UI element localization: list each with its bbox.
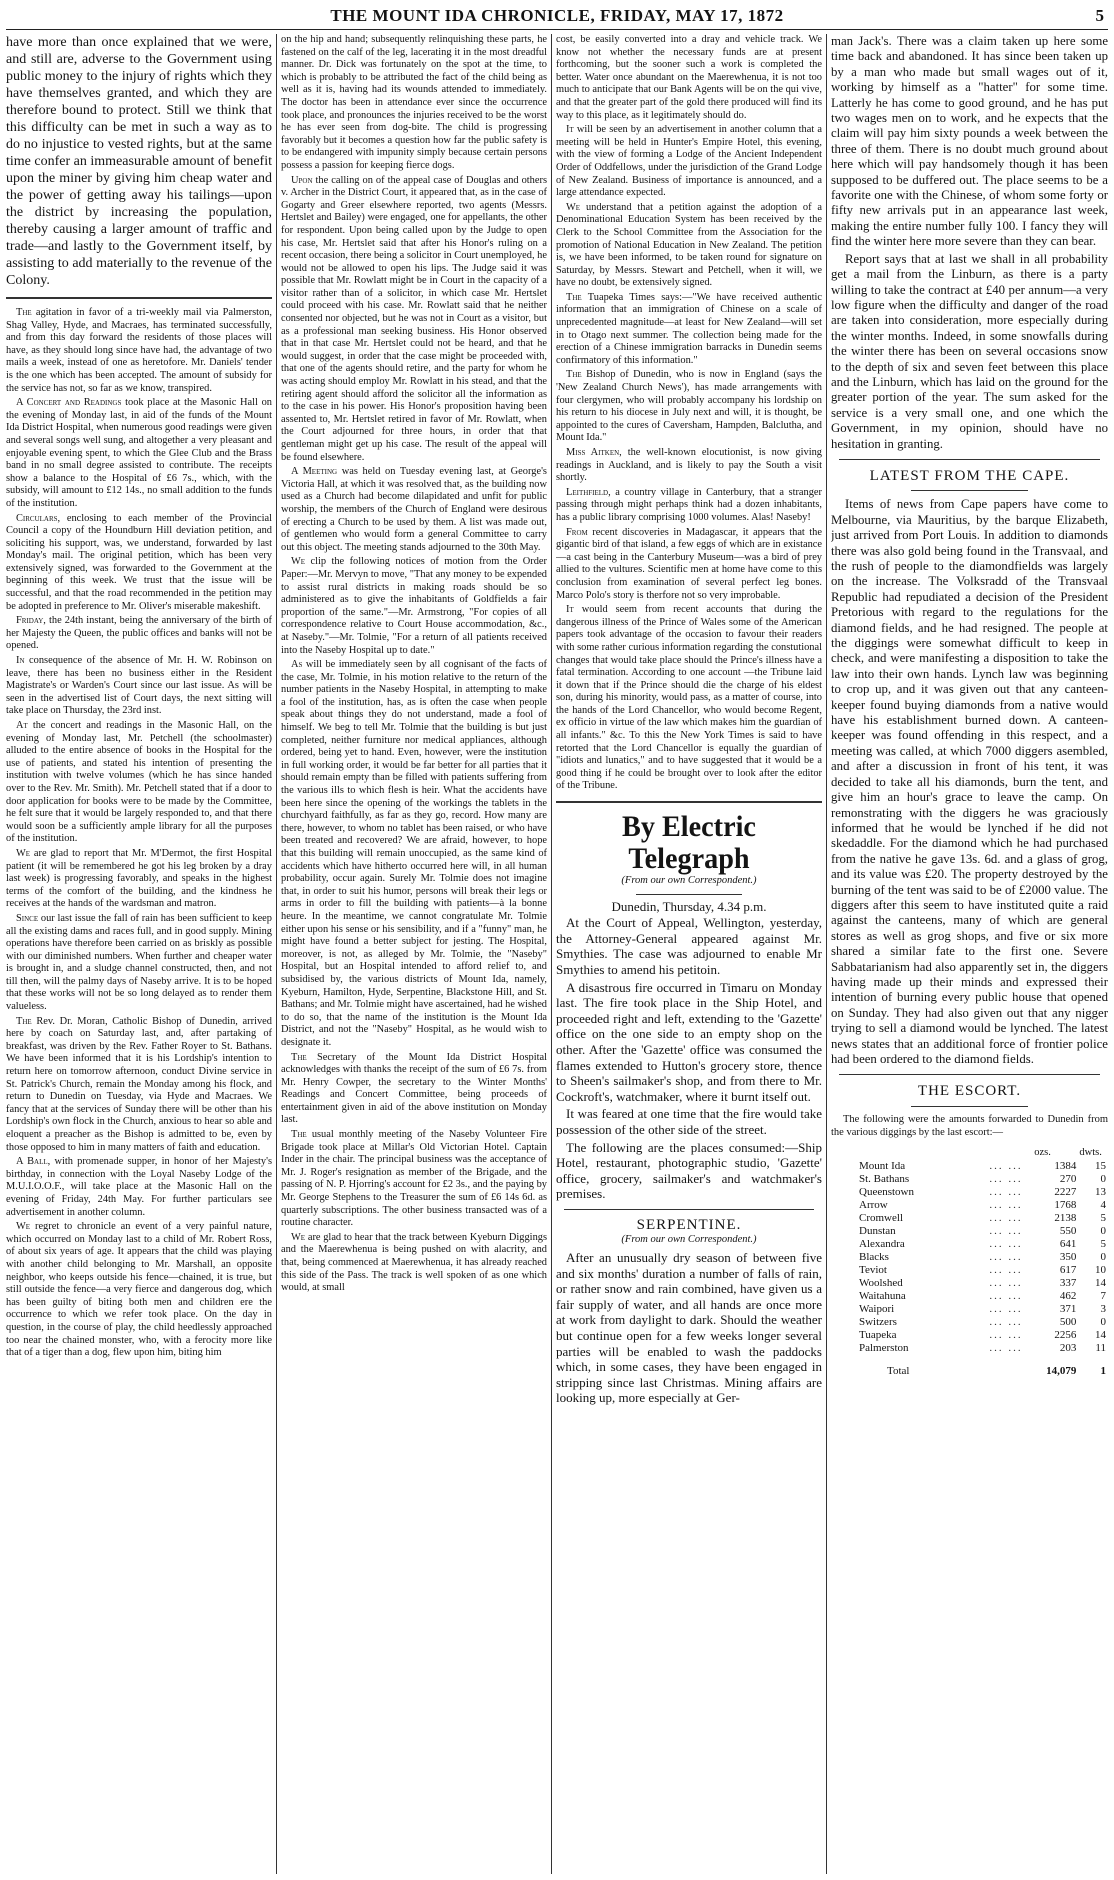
news-paragraph [6,513,272,614]
escort-total-row [857,1355,1108,1378]
paragraph-lead: The [291,1051,307,1063]
paragraph-text: regret to chronicle an event of a very painful nature, which occurred on Monday last to a child of Mr. Robert Ross, of about six years of age. It appears that the child was playing with another child belonging to Mr. Marshall, an opposite neighbor, who keeps outside his fence—chained, it is true, but still outside the fence—a very fierce and dangerous dog, which has been guilty of biting both men and children ere the occurrence to which we refer took place. On the day in question, in the course of play, the child heedlessly approached too near the chained monster, who, with a ferocity more like that of a tiger than a dog, flew upon him, biting him [6,1221,272,1359]
telegraph-paragraph: It was feared at one time that the fire would take possession of the other side of the street. [556,1106,822,1137]
news-paragraphs [556,34,822,793]
news-paragraphs [6,307,272,1360]
escort-header-row [857,1145,1108,1160]
escort-ozs: 462 [1059,1289,1077,1302]
paragraph-lead: From [566,526,588,538]
paragraph-lead: A Meeting [291,466,338,478]
paragraph-lead: The [566,369,582,381]
leader-dots: ... ... [989,1198,1023,1211]
section-rule [636,894,742,895]
news-paragraph [556,369,822,445]
dwts-header: dwts. [1079,1146,1102,1158]
paragraph-text: recent discoveries in Madagascar, it appears that the gigantic bird of that island, a few eggs of which are in existance—a cast being in the Canterbury Museum—was a bird of prey allied to the vultures. Scientific men at home have come to this conclusion from examination of several perfect leg bones. Marco Polo's story is therfore not so very improbable. [556,526,822,601]
escort-dwts: 11 [1095,1341,1106,1354]
paragraph-text: are glad to hear that the track between Kyeburn Diggings and the Maerewhenua is being pushed on with alacrity, and that, being commenced at Maerewhenua, it has already reached this side of the Pass. The track is well spoken of as one which would, at small [281,1231,547,1294]
paragraph-text: enclosing to each member of the Provincial Council a copy of the Houndburn Hill deviation petition, and soliciting his support, was, we understand, forwarded by last Monday's mail. The original petition, which has been very extensively signed, was forwarded to the Government at the beginning of this week. We trust that the issue will be successful, and that the road recommended in the petition may be adopted in preference to Mr. Oliver's miserable makeshift. [6,512,272,612]
news-paragraph [6,397,272,510]
leader-dots: ... ... [989,1289,1023,1302]
escort-ozs: 1768 [1054,1198,1077,1211]
paragraph-lead: At [16,720,28,731]
paragraph-text: with promenade supper, in honor of her Majesty's birthday, in connection with the Loyal Naseby Lodge of the M.U.I.O.O.F., will take place at the Masonic Hall on the evening of Friday, 24th May. For further particulars see advertisement in another column. [6,1156,272,1218]
telegraph-heading: By Electric Telegraph [622,810,756,876]
paragraph-text: will be seen by an advertisement in another column that a meeting will be held in Hunter's Empire Hotel, this evening, with the view of forming a Lodge of the Ancient Independent Order of Oddfellows, under the jurisdiction of the Grand Lodge of New Zealand. Business of importance is announced, and a large attendance expected. [556,124,822,199]
escort-row [857,1199,1108,1212]
page-number: 5 [1095,6,1104,25]
paragraph-text: the concert and readings in the Masonic Hall, on the evening of Monday last, Mr. Petchell (the schoolmaster) alluded to the entire absence of books in the Hospital for the use of patients, and stated his intention of presenting the institution with twelve volumes (which he has since handed over to the Rev. Mr. Smith). Mr. Petchell stated that if a door to door application for books were to be made by the Committee, he felt sure that it would be largely responded to, and that there would soon be a sufficiently ample library for all the purposes of the institution. [6,720,272,845]
paragraph-lead: We [566,201,581,213]
section-rule [911,490,1028,491]
paragraph-lead: We [16,847,31,859]
escort-row [857,1173,1108,1186]
paragraph-text: Rev. Dr. Moran, Catholic Bishop of Dunedin, arrived here by coach on Saturday last, and, after partaking of breakfast, was driven by the Rev. Father Royer to St. Bathans. We have been informed that it is his Lordship's intention to return here on tomorrow afternoon, conduct Divine service in St. Patrick's Church, remain the Monday among his flock, and return to Dunedin on Tuesday, via Hyde and Macraes. We fancy that at the services of Sunday there will be other than his Lordship's own flock in the Church, anxious to hear so able and eloquent a preacher as the Bishop is admitted to be, even by those opposed to him in many matters of faith and education. [6,1015,272,1153]
section-rule [911,1106,1028,1107]
escort-dwts: 10 [1095,1263,1106,1276]
escort-row [857,1316,1108,1329]
leader-dots: ... ... [989,1276,1023,1289]
escort-table [857,1145,1108,1378]
paragraph-text: would seem from recent accounts that during the dangerous illness of the Prince of Wales some of the American papers took advantage of the occasion to favour their readers with some rather curious information regarding the constutional changes that would take place should the Prince's illness have a fatal termination. According to one account —the Tribune laid it down that if the Prince should die the charge of his eldest son, during his minority, would pass, as a matter of course, into the hands of the Lord Chancellor, who would become Regent, ex officio in virtue of the law which makes him the guardian of all infants." &c. To this the New York Times is said to have retorted that the Lord Chancellor is equally the guardian of "idiots and lunatics," and to have suggested that it would be a good thing if he could be brought over to look after the editor of the Tribune. [556,604,822,792]
escort-dwts: 5 [1100,1237,1106,1250]
escort-dwts: 0 [1100,1250,1106,1263]
paragraph-text: our last issue the fall of rain has been sufficient to keep all the existing dams and races full, and in good supply. Mining operations have therefore been carried on as briskly as possible with our diminished numbers. When further and cheaper water is brought in, and a sludge channel constructed, then, and not till then, will the palmy days of Naseby arrive. It is to be hoped that these works will not be so long delayed as to render them valueless. [6,912,272,1013]
paragraph-lead: The [566,291,582,303]
column-divider [551,34,552,1874]
escort-place: Dunstan [859,1224,896,1237]
escort-row [857,1238,1108,1251]
telegraph-paragraph: A disastrous fire occurred in Timaru on Monday last. The fire took place in the Ship Hotel, and proceeded right and left, extending to the 'Gazette' office on the one side to an empty shop on the other. After the 'Gazette' office was consumed the flames extended to Hutton's grocery store, thence to Sheen's sailmaker's shop, and from there to Mr. Cockroft's, watchmaker, where it burnt itself out. [556,979,822,1104]
news-paragraph [556,124,822,200]
cape-paragraph: Items of news from Cape papers have come to Melbourne, via Mauritius, by the barque Elizabeth, just arrived from Port Louis. In addition to diamonds there was also gold being found in the Transvaal, and the rush of people to the diamondfields was largely on the increase. The Volksradd of the Transvaal Republic had repudiated a decision of the President Pretorious with regard to the regulations for the diamond fields, and he had resigned. The people at the diggings were somewhat difficult to keep in check, and were manifesting a disposition to take the law into their own hands. Lynch law was beginning to crop up, and it was given out that any canteen-keeper found buying diamonds from a native would have his establishment burned down. A canteen-keeper was found offending in this respect, and a meeting was called, at which 7000 diggers asembled, and after a discussion in front of his tent, it was decided to take all his diamonds, burn the tent, and give him an hour's grace to leave the camp. On remonstrating with the diggers he was graciously informed that he would be lynched if he did not skedaddle. For the diamond which he had purchased from the native he gave 13s. 6d. and a glass of grog, and its value was £20. The property destroyed by the burning of the tent was said to be of £2000 value. The diggers after this seem to have instituted quite a raid against the canteens, many of which are general stores as well as grog shops, and five or six more shared a similar fate to the first one. Severe Sabbatarianism had also apparently set in, the diggers having made up their minds and expressed their intention of burning every public house that opened on Sunday. They had also given out that any nigger trying to sell a diamond would be lynched. The latest news states that an additional force of frontier police had been ordered to the diamond fields. [831,497,1108,1066]
news-paragraph [281,34,547,173]
escort-place: Tuapeka [859,1328,897,1341]
leader-dots: ... ... [989,1224,1023,1237]
escort-row [857,1329,1108,1342]
paragraph-lead: A Concert and Readings [16,397,122,409]
paragraph-lead: Since [16,912,39,924]
paragraph-lead: It [566,124,574,136]
paragraph-lead: We [291,556,306,568]
escort-place: Alexandra [859,1237,905,1250]
escort-dwts: 3 [1100,1302,1106,1315]
serpentine-paragraph: Report says that at last we shall in all probability get a mail from the Linburn, as there is a party willing to take the contract at £40 per annum—a very low figure when the difficulty and danger of the road are taken into consideration, more especially during the winter months. Indeed, in some snowfalls during the winter there has been on several occasions snow to the depth of six and seven feet between this place and the Linburn, which has laid on the ground for the greater portion of the year. The sum asked for the service is a very small one, and one which the Government, in my opinion, should have no hesitation in granting. [831,251,1108,451]
escort-dwts: 7 [1100,1289,1106,1302]
leader-dots: ... ... [989,1341,1023,1354]
leader-dots: ... ... [989,1315,1023,1328]
telegraph-subheading: (From our own Correspondent.) [621,875,757,887]
paragraph-lead: Miss Aitken, [566,447,622,458]
news-paragraph [556,202,822,290]
escort-dwts: 14 [1095,1276,1106,1289]
cape-section [831,469,1108,1067]
news-paragraph [556,604,822,793]
escort-heading: THE ESCORT. [917,1083,1022,1100]
news-paragraph [281,1232,547,1295]
escort-row [857,1303,1108,1316]
leader-dots: ... ... [989,1159,1023,1172]
paragraph-text: the calling on of the appeal case of Douglas and others v. Archer in the District Court, it appeared that, as in the case of Gogarty and Greer elsewhere reported, two agents (Messrs. Hertslet and Bailey) were engaged, one for appellants, the other for respondent. Upon being called upon by the Judge to open his case, Mr. Hertslet said that after his Honor's ruling on a recent occasion, there being a solicitor in Court unemployed, he would not be allowed to open his lips. The Judge said it was possible that Mr. Rowlatt might be in Court in the capacity of a visitor rather than of a solicitor, in which case Mr. Hertslet could proceed with his case. Mr. Rowlatt said that he neither consented nor objected, but he was not in Court as a visitor, but as a professional man seeking business. His Honor observed that in that case Mr. Hertslet could not be heard, and that he would suggest, in order that the case might be proceeded with, that one of the agents should retire, and the party for whom he was acting should employ Mr. Rowlatt in his stead, and that the retiring agent should afford the solicitor all the information as to the case in his power. His Honor's proposition having been assented to, Mr. Hertslet retired in favor of Mr. Rowlatt, when the Court adjourned for three hours, in order that that gentleman might get up his case. The result of the appeal will be found elsewhere. [281,174,547,463]
escort-ozs: 337 [1059,1276,1077,1289]
news-paragraph [556,447,822,485]
escort-ozs: 203 [1059,1341,1077,1354]
escort-dwts: 13 [1095,1185,1106,1198]
paragraph-text: will be immediately seen by all cognisant of the facts of the case, Mr. Tolmie, in his motion relative to the return of the number patients in the Naseby Hospital, in attempting to make a fool of the institution, has, as is often the case when people speak about things they do not understand, made a fool of himself. We beg to tell Mr. Tolmie that the building is but just completed, neither furniture nor medical appliances, although ordered, being yet to hand. Even, however, were the institution in full working order, it would be far better for all parties that it should remain empty than be filled with patients suffering from the various ills to which flesh is heir. What the accidents have been here since the opening of the workings the tablets in the churchyard faithfully, as far as they go, record. How many are there, however, to whom no tablet has been raised, or who have been treated and recovered? We are afraid, however, to hope that this building will remain unoccupied, as the same kind of accidents which have hitherto occurred here will, in all human probability, occur again. Surely Mr. Tolmie does not imagine that, in order to suit his humor, persons will break their legs or arms in order to fill the building with patients—à la bonne heure. In the meantime, we cannot congratulate Mr. Tolmie either upon his sense or his sensibility, and if a "funny" man, he might have found a better subject for jesting. The Hospital, moreover, is not, as alleged by Mr. Tolmie, the "Naseby" Hospital, but an Hospital intended to afford relief to, and subsidised by, the various districts of Mount Ida, namely, Kyeburn, Hamilton, Hyde, Serpentine, Blackstone Hill, and St. Bathans; and Mr. Tolmie might have ascertained, had he wished to do so, that the name of the institution is the Mount Ida District, and not the "Naseby" Hospital, as he would wish to designate it. [281,659,547,1048]
total-ozs: 14,079 [1046,1364,1077,1377]
escort-ozs: 500 [1059,1315,1077,1328]
paragraph-lead: Circulars, [16,512,61,524]
escort-ozs: 270 [1059,1172,1077,1185]
paragraph-lead: As [291,659,303,671]
news-paragraph [6,1016,272,1155]
escort-row [857,1264,1108,1277]
news-paragraph [6,655,272,718]
paragraph-text: consequence of the absence of Mr. H. W. Robinson on leave, there has been no business either in the Resident Magistrate's or Warden's Court since our last issue. As will be seen in the advertised list of Court days, the next sitting will take place on Thursday, the 23rd inst. [6,655,272,717]
escort-ozs: 2256 [1054,1328,1077,1341]
paragraph-text: the well-known elocutionist, is now giving readings in Auckland, and is likely to pay the South a visit shortly. [556,447,822,484]
serpentine-section [556,1216,822,1406]
escort-place: Woolshed [859,1276,903,1289]
escort-row [857,1342,1108,1355]
paragraph-text: understand that a petition against the adoption of a Denominational Education System has been received by the Clerk to the School Committee from the Association for the promotion of National Education in New Zealand. The petition is, we have been informed, to be taken round for signature on Saturday, by Messrs. Stewart and Petchell, when it will, we have no doubt, be extensively signed. [556,201,822,289]
escort-place: Waipori [859,1302,895,1315]
escort-row [857,1212,1108,1225]
escort-dwts: 15 [1095,1159,1106,1172]
news-paragraph [556,34,822,122]
section-rule [556,801,822,803]
escort-place: Cromwell [859,1211,903,1224]
escort-ozs: 617 [1059,1263,1077,1276]
paragraph-lead: It [566,604,574,616]
serpentine-paragraph: After an unusually dry season of between five and six months' duration a number of falls of rain, or rather snow and rain combined, have given us a fair supply of water, and all hands are once more at work from daylight to dark. Should the weather but continue open for a few weeks longer several parties will be enabled to wash the paddocks which, in some cases, they have been engaged in stripping since last Christmas. Mining affairs are looking up, more especially at Ger- [556,1250,822,1406]
leader-dots: ... ... [989,1302,1023,1315]
column-1 [6,34,272,1874]
news-paragraph [281,659,547,1049]
news-paragraph [6,720,272,846]
news-paragraph [281,1129,547,1230]
news-paragraph [6,1221,272,1360]
escort-place: Waitahuna [859,1289,906,1302]
paragraph-text: Tuapeka Times says:—"We have received authentic information that an immigration of Chinese on a scale of unprecedented magnitude—at least for New Zealand—will set in to Otago next summer. The collection being made for the erection of a Chinese immigration barracks in Dunedin seems confirmatory of this information." [556,291,822,366]
paragraph-text: on the hip and hand; subsequently relinquishing these parts, he fastened on the calf of the leg, lacerating it in the most dreadful manner. Dr. Dick was fortunately on the spot at the time, to which is probably to be attributed the fact of the child being as well as it is, having had its wounds attended to immediately. The doctor has been in attendance ever since the occurrence took place, and pronounces the injuries received to be the worst he has ever seen from dog-bite. The child is progressing favorably but it becomes a question how far the public safety is to be endangered with impunity simply because certain persons possess a passion for keeping fierce dogs. [281,34,547,171]
telegraph-paragraph: At the Court of Appeal, Wellington, yesterday, the Attorney-General appeared against Mr. Smythies. The case was adjourned to enable Mr Smythies to amend his petitoin. [556,915,822,977]
escort-row [857,1290,1108,1303]
news-paragraph [6,615,272,653]
paragraph-lead: Friday, [16,615,46,627]
escort-dwts: 5 [1100,1211,1106,1224]
escort-place: Blacks [859,1250,889,1263]
total-dwts: 1 [1100,1364,1106,1377]
escort-ozs: 1384 [1054,1159,1077,1172]
ozs-header: ozs. [1034,1146,1051,1158]
escort-place: Arrow [859,1198,888,1211]
telegraph-section [556,811,822,1202]
escort-place: Switzers [859,1315,897,1328]
column-2 [281,34,547,1874]
escort-row [857,1225,1108,1238]
paragraph-lead: The [16,1015,32,1027]
escort-ozs: 371 [1059,1302,1077,1315]
news-paragraph [6,307,272,395]
escort-place: Teviot [859,1263,887,1276]
news-paragraph [556,527,822,603]
leader-dots: ... ... [989,1185,1023,1198]
serpentine-subheading: (From our own Correspondent.) [621,1233,757,1245]
leader-dots: ... ... [989,1263,1023,1276]
section-rule [839,459,1100,460]
serpentine-heading: SERPENTINE. [636,1216,742,1233]
escort-section [831,1084,1108,1377]
paragraph-lead: Upon [291,174,313,186]
leader-dots: ... ... [989,1172,1023,1185]
news-paragraph [6,1156,272,1219]
escort-dwts: 0 [1100,1224,1106,1237]
escort-intro: The following were the amounts forwarded to Dunedin from the various diggings by the last escort:— [831,1113,1108,1138]
escort-place: Palmerston [859,1341,909,1354]
news-paragraph [6,848,272,911]
column-divider [826,34,827,1874]
column-divider [276,34,277,1874]
news-paragraphs [281,34,547,1295]
telegraph-dateline: Dunedin, Thursday, 4.34 p.m. [611,898,767,914]
news-paragraph [281,466,547,554]
section-rule [564,1209,814,1210]
escort-ozs: 2138 [1054,1211,1077,1224]
escort-dwts: 14 [1095,1328,1106,1341]
escort-place: Queenstown [859,1185,914,1198]
escort-dwts: 0 [1100,1315,1106,1328]
escort-place: St. Bathans [859,1172,910,1185]
paragraph-lead: In [16,655,25,667]
news-paragraph [281,1052,547,1128]
paragraph-text: took place at the Masonic Hall on the evening of Monday last, in aid of the funds of the Mount Ida District Hospital, when numerous good readings were given and several songs well sung, and altogether a very pleasant and enjoyable evening spent, to which the Glee Club and the Brass band in no small degree assisted to contribute. The receipts show a balance to the Hospital of £6 7s., which, with the subsidy, will amount to £12 14s., no small addition to the funds of the institution. [6,397,272,509]
section-rule [6,297,272,299]
paragraph-text: are glad to report that Mr. M'Dermot, the first Hospital patient (it will be remembered he got his leg broken by a dray last week) is progressing favorably, and speaks in the highest terms of the comfort of the building, and the kindness he receives at the hands of the wardsman and matron. [6,847,272,910]
masthead [0,0,1114,30]
paragraph-text: usual monthly meeting of the Naseby Volunteer Fire Brigade took place at Millar's Old Victorian Hotel. Captain Inder in the chair. The principal business was the acceptance of Mr. J. Roger's resignation as member of the Brigade, and the passing of N. P. Hjorring's account for £2 3s., and the paying by Mr. George Stephens to the Treasurer the sum of £6 14s 6d. as quarterly subscriptions. The other business transacted was of a routine character. [281,1129,547,1229]
leader-dots: ... ... [989,1211,1023,1224]
escort-row [857,1186,1108,1199]
escort-ozs: 2227 [1054,1185,1077,1198]
news-paragraph [556,292,822,368]
paragraph-text: agitation in favor of a tri-weekly mail via Palmerston, Shag Valley, Hyde, and Macraes, has terminated successfully, and from this day forward the residents of those places will have, as they should long since have had, the advantage of two mails a week, instead of one as heretofore. Mr. Daniels' tender is the one which has been accepted. The amount of subsidy for the service has not, so far as we know, transpired. [6,307,272,394]
paragraph-text: cost, be easily converted into a dray and vehicle track. We know not whether the necessary funds are at present forthcoming, but the sooner such a work is completed the better. Water once abundant on the Maerewhenua, it is not too much to anticipate that our Bank Agents will be on the qui vive, and that the greater part of the gold there produced will find its way to this place, as it legitimately should do. [556,34,822,121]
leader-dots: ... ... [989,1250,1023,1263]
total-label: Total [887,1364,910,1377]
paragraph-lead: A Ball, [16,1156,51,1168]
paragraph-lead: The [291,1129,307,1141]
escort-row [857,1251,1108,1264]
section-rule [839,1074,1100,1075]
leader-dots: ... ... [989,1328,1023,1341]
serpentine-continued: man Jack's. There was a claim taken up here some time back and abandoned. It has since been taken up by a man who made but small wages out of it, working by himself as a "hatter" for some time. Latterly he has come to good ground, and he has put two wages men on to work, and he expects that the claim will pay him sixty pounds a week between the three of them. There is no doubt much ground about here which will pay handsomely though it has been supposed to be duffered out. The place seems to be a favorite one with the Chinese, of whom some forty or fifty new arrivals put in an appearance last week, making the entire number fully 100. I fancy they will find the winter here more severe than they can bear. [831,34,1108,249]
escort-dwts: 4 [1100,1198,1106,1211]
column-3 [556,34,822,1874]
paragraph-text: Secretary of the Mount Ida District Hospital acknowledges with thanks the receipt of the sum of £6 7s. from Mr. Henry Cowper, the secretary to the Winter Months' Readings and Concert Committee, being proceeds of entertainment given in aid of the above institution on Monday last. [281,1051,547,1126]
paragraph-lead: The [16,307,32,318]
escort-row [857,1160,1108,1173]
leader-paragraph: have more than once explained that we were, and still are, adverse to the Government using public money to the injury of rights which they have themselves granted, and which they are therefore bound to protect. Still we think that this difficulty can be met in such a way as to do no injustice to vested rights, but at the same time confer an immeasurable amount of benefit upon the miner by giving him cheap water and the power of getting away his tailings—upon the district by increasing the population, thereby causing a larger amount of traffic and trade—and lastly to the Government itself, by assisting to add materially to the revenue of the Colony. [6,35,272,288]
news-paragraph [281,556,547,657]
news-paragraph [556,487,822,525]
escort-dwts: 0 [1100,1172,1106,1185]
column-4 [831,34,1108,1874]
escort-ozs: 641 [1059,1237,1077,1250]
paragraph-text: clip the following notices of motion from the Order Paper:—Mr. Mervyn to move, "That any money to be expended to assist rural districts in making roads should be so administered as to give the inhabitants of Goldfields a fair proportion of the same."—Mr. Armstrong, "For copies of all correspondence relative to Court House accommodation, &c., at Naseby."—Mr. Tolmie, "For a return of all patients received into the Naseby Hospital up to date." [281,556,547,656]
paragraph-text: a country village in Canterbury, that a stranger passing through might perhaps think had a dozen inhabitants, has a public library comprising 1000 volumes. Alas! Naseby! [556,486,822,523]
paragraph-text: the 24th instant, being the anniversary of the birth of her Majesty the Queen, the public offices and banks will not be opened. [6,615,272,652]
escort-ozs: 550 [1059,1224,1077,1237]
escort-ozs: 350 [1059,1250,1077,1263]
masthead-title: THE MOUNT IDA CHRONICLE, FRIDAY, MAY 17, 1872 [330,6,784,25]
paragraph-text: was held on Tuesday evening last, at George's Victoria Hall, at which it was resolved that, as the building now used as a Church had become dilapidated and unfit for public worship, the members of the Church of England were desirous of erecting a Church to be used by them. A list was made out, of gentlemen who would form a general Committee to carry out this object. The meeting stands adjourned to the 30th May. [281,466,547,553]
escort-place: Mount Ida [859,1159,906,1172]
paragraph-lead: We [16,1221,31,1233]
news-paragraph [6,913,272,1014]
masthead-rule [6,29,1108,30]
paragraph-lead: We [291,1231,306,1243]
news-paragraph [281,175,547,465]
paragraph-text: Bishop of Dunedin, who is now in England (says the 'New Zealand Church News'), has made arrangements with four clergymen, who will probably accompany his lordship on his return to his diocese in July next and will, it is thought, be appointed to the cures of Caversham, Hampden, Balclutha, and Mount Ida." [556,369,822,444]
leader-dots: ... ... [989,1237,1023,1250]
escort-row [857,1277,1108,1290]
paragraph-lead: Leithfield, [566,486,611,498]
cape-heading: LATEST FROM THE CAPE. [869,467,1070,484]
telegraph-paragraph: The following are the places consumed:—Ship Hotel, restaurant, photographic studio, 'Gazette' office, grocery, sailmaker's and watchmaker's premises. [556,1139,822,1202]
